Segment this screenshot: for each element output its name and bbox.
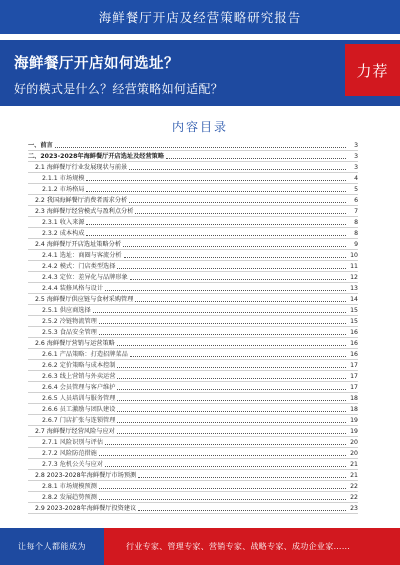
footer-bar	[0, 528, 400, 565]
toc-entry-title: 2.7.3 危机公关与应对	[42, 461, 104, 468]
toc-entry-title: 2.7.2 风险防范措施	[42, 450, 97, 457]
toc-entry-page: 15	[350, 318, 358, 325]
toc-entry[interactable]	[28, 184, 358, 195]
toc-leader-dots	[129, 202, 346, 203]
toc-entry-title: 2.5 海鲜餐厅供应链与食材采购管理	[35, 296, 134, 303]
toc-entry[interactable]	[28, 503, 358, 514]
toc-entry-title: 2.1 海鲜餐厅行业发展现状与前景	[35, 164, 128, 171]
hero-subtitle: 好的模式是什么？经营策略如何适配？	[14, 82, 224, 96]
toc-entry[interactable]	[28, 437, 358, 448]
toc-leader-dots	[86, 180, 346, 181]
toc-entry-page: 8	[354, 230, 358, 237]
toc-entry-page: 16	[350, 329, 358, 336]
toc-entry-page: 15	[350, 307, 358, 314]
report-title: 海鲜餐厅开店及经营策略研究报告	[98, 10, 302, 25]
toc-entry-page: 18	[350, 395, 358, 402]
toc-entry-page: 17	[350, 362, 358, 369]
toc-entry-page: 4	[354, 175, 358, 182]
toc-leader-dots	[105, 444, 346, 445]
toc-entry-page: 7	[354, 208, 358, 215]
toc-entry[interactable]	[28, 294, 358, 305]
toc-entry-title: 2.5.3 食品安全管理	[42, 329, 97, 336]
toc-entry-title: 2.2 我国海鲜餐厅消费者需求分析	[35, 197, 128, 204]
toc-entry[interactable]	[28, 261, 358, 272]
toc-leader-dots	[130, 279, 346, 280]
toc-entry-title: 2.4 海鲜餐厅开店选址策略分析	[35, 241, 122, 248]
toc-heading: 内容目录	[171, 120, 228, 134]
toc-entry-page: 19	[350, 428, 358, 435]
toc-leader-dots	[123, 246, 346, 247]
toc-entry[interactable]	[28, 239, 358, 250]
recommend-seal	[345, 44, 400, 96]
toc-entry[interactable]	[28, 217, 358, 228]
toc-leader-dots	[138, 477, 346, 478]
toc-leader-dots	[99, 334, 346, 335]
toc-entry-page: 13	[350, 285, 358, 292]
toc-entry-title: 2.4.2 模式：门店类型选择	[42, 263, 116, 270]
toc-entry-title: 2.3.2 成本构成	[42, 230, 85, 237]
toc-entry-title: 一、前言	[28, 142, 53, 149]
toc-entry-title: 2.9 2023-2028年海鲜餐厅投资建议	[35, 505, 137, 512]
toc-leader-dots	[117, 433, 346, 434]
toc-leader-dots	[117, 389, 346, 390]
toc-entry-page: 17	[350, 373, 358, 380]
toc-leader-dots	[86, 224, 346, 225]
toc-entry-title: 2.7 海鲜餐厅经营风险与应对	[35, 428, 115, 435]
toc-entry-title: 二、2023-2028年海鲜餐厅开店选址及经营策略	[28, 153, 165, 160]
toc-entry-page: 17	[350, 384, 358, 391]
toc-entry[interactable]	[28, 305, 358, 316]
toc-entry[interactable]	[28, 470, 358, 481]
toc-entry-title: 2.4.1 选址：商圈与客流分析	[42, 252, 122, 259]
toc-entry[interactable]	[28, 316, 358, 327]
toc-entry-title: 2.6 海鲜餐厅营销与运营策略	[35, 340, 115, 347]
toc-entry-page: 16	[350, 351, 358, 358]
toc-entry-title: 2.6.5 人员培训与服务管理	[42, 395, 116, 402]
toc-entry-title: 2.6.2 定价策略与成本控制	[42, 362, 116, 369]
toc-entry-page: 14	[350, 296, 358, 303]
toc-leader-dots	[93, 312, 346, 313]
toc-entry-page: 20	[350, 439, 358, 446]
toc-entry[interactable]	[28, 206, 358, 217]
toc-entry-page: 9	[354, 241, 358, 248]
toc-entry[interactable]	[28, 404, 358, 415]
toc-entry-title: 2.1.2 市场格局	[42, 186, 85, 193]
toc-entry[interactable]	[28, 327, 358, 338]
toc-leader-dots	[138, 510, 346, 511]
hero-title: 海鲜餐厅开店如何选址？	[14, 56, 179, 72]
toc-leader-dots	[117, 367, 346, 368]
toc-entry-page: 20	[350, 450, 358, 457]
toc-entry-page: 3	[354, 142, 358, 149]
toc-entry-page: 21	[350, 472, 358, 479]
toc-leader-dots	[117, 411, 346, 412]
toc-entry[interactable]	[28, 250, 358, 261]
toc-leader-dots	[105, 466, 346, 467]
toc-leader-dots	[99, 323, 346, 324]
toc-entry-title: 2.6.3 线上营销与外卖运营	[42, 373, 116, 380]
toc-entry[interactable]	[28, 459, 358, 470]
toc-entry[interactable]	[28, 349, 358, 360]
toc-entry-page: 23	[350, 505, 358, 512]
toc-entry-page: 22	[350, 494, 358, 501]
table-of-contents	[28, 140, 358, 520]
toc-entry-page: 5	[354, 186, 358, 193]
toc-leader-dots	[117, 378, 346, 379]
toc-entry-page: 18	[350, 406, 358, 413]
toc-entry[interactable]	[28, 371, 358, 382]
toc-entry-title: 2.4.4 装修风格与设计	[42, 285, 104, 292]
toc-leader-dots	[166, 158, 346, 159]
footer-slogan-left: 让每个人都能成为	[0, 528, 104, 565]
toc-entry-title: 2.8.2 发展趋势预测	[42, 494, 97, 501]
toc-leader-dots	[135, 213, 346, 214]
recommend-seal-text: 力荐	[356, 61, 389, 80]
toc-leader-dots	[124, 257, 346, 258]
toc-entry-page: 19	[350, 417, 358, 424]
toc-entry[interactable]	[28, 272, 358, 283]
toc-entry-page: 11	[350, 263, 358, 270]
toc-entry-title: 2.3.1 收入来源	[42, 219, 85, 226]
toc-leader-dots	[99, 499, 346, 500]
toc-entry-page: 10	[350, 252, 358, 259]
toc-entry-title: 2.5.1 供应商选择	[42, 307, 91, 314]
toc-entry[interactable]	[28, 448, 358, 459]
toc-entry-page: 12	[350, 274, 358, 281]
toc-entry-title: 2.6.6 员工激励与团队建设	[42, 406, 116, 413]
toc-entry-title: 2.6.1 产品策略：打造招牌菜品	[42, 351, 128, 358]
toc-leader-dots	[117, 400, 346, 401]
toc-leader-dots	[117, 422, 346, 423]
toc-entry[interactable]	[28, 195, 358, 206]
toc-entry[interactable]	[28, 415, 358, 426]
toc-leader-dots	[117, 268, 346, 269]
toc-entry[interactable]	[28, 140, 358, 151]
toc-entry[interactable]	[28, 173, 358, 184]
toc-leader-dots	[55, 147, 346, 148]
toc-entry-page: 22	[350, 483, 358, 490]
toc-entry[interactable]	[28, 382, 358, 393]
footer-slogan-right: 行业专家、管理专家、营销专家、战略专家、成功企业家……	[104, 528, 400, 565]
toc-entry-title: 2.8.1 市场规模预测	[42, 483, 97, 490]
toc-entry-title: 2.3 海鲜餐厅经营模式与盈利点分析	[35, 208, 134, 215]
toc-leader-dots	[99, 455, 346, 456]
toc-entry[interactable]	[28, 492, 358, 503]
toc-entry-title: 2.7.1 风险识别与评估	[42, 439, 104, 446]
toc-entry-page: 3	[354, 164, 358, 171]
toc-leader-dots	[99, 488, 346, 489]
toc-entry-page: 3	[354, 153, 358, 160]
toc-leader-dots	[129, 169, 346, 170]
toc-entry-page: 16	[350, 340, 358, 347]
toc-entry[interactable]	[28, 162, 358, 173]
toc-entry-page: 8	[354, 219, 358, 226]
report-header-bar	[0, 0, 400, 34]
toc-entry[interactable]	[28, 338, 358, 349]
toc-entry-page: 6	[354, 197, 358, 204]
toc-entry[interactable]	[28, 228, 358, 239]
toc-entry-title: 2.4.3 定位：差异化与品牌形象	[42, 274, 128, 281]
toc-leader-dots	[86, 191, 346, 192]
toc-leader-dots	[105, 290, 346, 291]
toc-entry-title: 2.1.1 市场规模	[42, 175, 85, 182]
toc-entry[interactable]	[28, 283, 358, 294]
toc-entry-title: 2.8 2023-2028年海鲜餐厅市场预测	[35, 472, 137, 479]
toc-entry-title: 2.5.2 冷链物流管理	[42, 318, 97, 325]
toc-entry[interactable]	[28, 426, 358, 437]
toc-entry[interactable]	[28, 481, 358, 492]
toc-entry-title: 2.6.4 会员管理与客户维护	[42, 384, 116, 391]
toc-entry[interactable]	[28, 151, 358, 162]
toc-entry[interactable]	[28, 360, 358, 371]
toc-entry-title: 2.6.7 门店扩张与连锁管理	[42, 417, 116, 424]
toc-entry-page: 21	[350, 461, 358, 468]
toc-leader-dots	[86, 235, 346, 236]
toc-leader-dots	[117, 345, 346, 346]
hero-banner	[0, 40, 400, 106]
toc-leader-dots	[135, 301, 346, 302]
toc-leader-dots	[130, 356, 346, 357]
toc-entry[interactable]	[28, 393, 358, 404]
